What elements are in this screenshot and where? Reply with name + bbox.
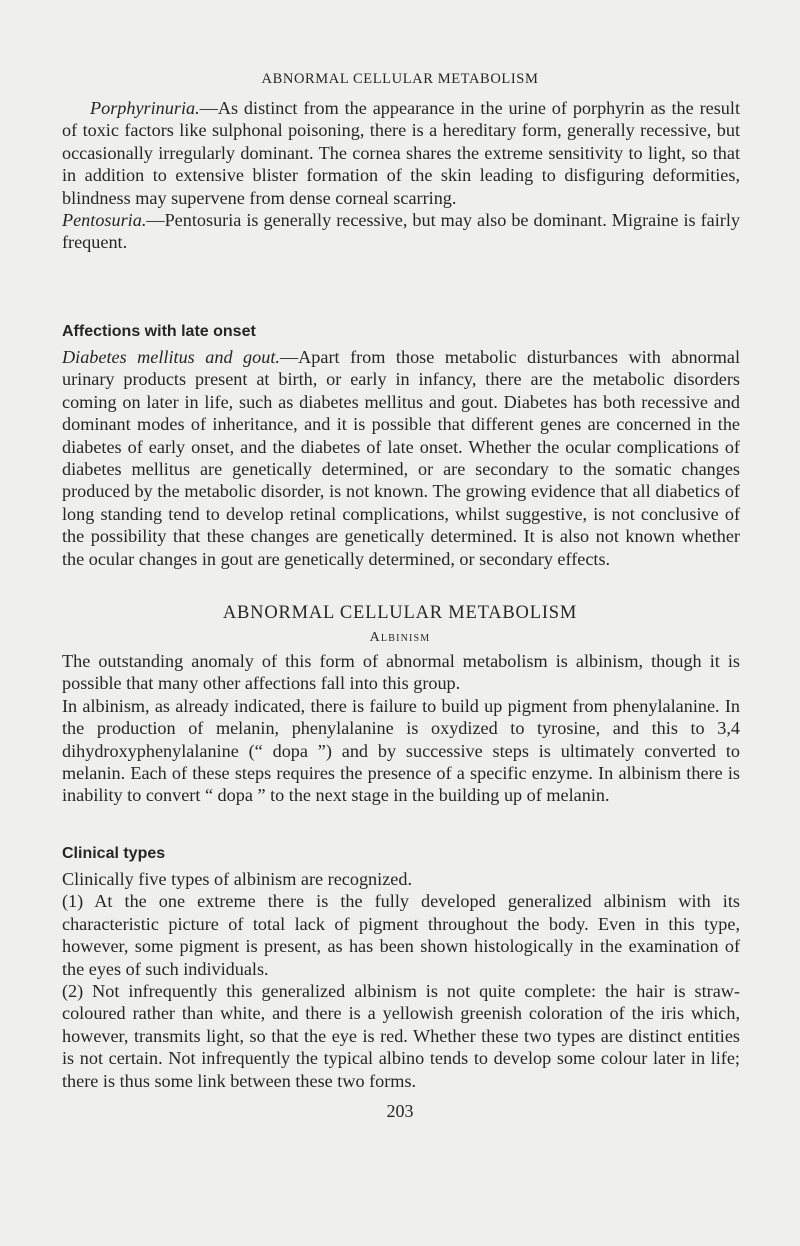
albinism-paragraph-2: In albinism, as already indicated, there is failure to build up pigment from phenylalanine. In the production of melanin, phenylalanine is oxydized to tyrosine, and this to 3,4 dihydroxyphenylalanine (“ dopa ”) and by successive steps is ultimately converted to melanin. Each of these steps requires the presence of a specific enzyme. In albinism there is inability to convert “ dopa ” to the next stage in the building up of melanin. [62, 695, 740, 806]
albinism-paragraph-1: The outstanding anomaly of this form of abnormal metabolism is albinism, though it is possible that many other affections fall into this group. [62, 651, 740, 694]
porphyrinuria-heading: Porphyrinuria. [90, 98, 200, 118]
running-head: ABNORMAL CELLULAR METABOLISM [261, 71, 539, 87]
clinical-type-2: (2) Not infrequently this generalized albinism is not quite complete: the hair is straw-coloured rather than white, and there is a yellowish greenish coloration of the iris which, however, transmits light, so that the eye is red. Whether these two types are distinct entities is not certain. Not infrequently the typical albino tends to develop some colour later in life; there is thus some link between these two forms. [62, 981, 740, 1091]
late-onset-heading: Affections with late onset [62, 323, 256, 340]
late-onset-section [62, 346, 740, 570]
section-subtitle: Albinism [369, 630, 431, 645]
pentosuria-paragraph [62, 209, 740, 254]
pentosuria-heading: Pentosuria. [62, 210, 147, 231]
pentosuria-text: —Pentosuria is generally recessive, but may also be dominant. Migraine is fairly frequent. [62, 210, 740, 253]
diabetes-paragraph [62, 346, 740, 570]
diabetes-text: —Apart from those metabolic disturbances with abnormal urinary products present at birth, or early in infancy, there are the metabolic disorders coming on later in life, such as diabetes mellitus and gout. Diabetes has both recessive and dominant modes of inheritance, and it is possible that different genes are concerned in the diabetes of early onset, and the diabetes of late onset. Whether the ocular complications of diabetes mellitus are genetically determined, or are secondary to the somatic changes produced by the metabolic disorder, is not known. The growing evidence that all diabetics of long standing tend to develop retinal complications, whilst suggestive, is not conclusive of the possibility that these changes are genetically determined. It is also not known whether the ocular changes in gout are genetically determined, or secondary effects. [62, 347, 741, 569]
section-title: ABNORMAL CELLULAR METABOLISM [222, 603, 578, 623]
clinical-types-section [62, 868, 740, 1092]
albinism-section [62, 650, 740, 807]
page-number: 203 [386, 1101, 414, 1121]
clinical-type-1: (1) At the one extreme there is the fully developed generalized albinism with its characteristic picture of total lack of pigment throughout the body. Even in this type, however, some pigment is present, as has been shown histologically in the examination of the eyes of such individuals. [62, 891, 740, 979]
porphyrinuria-text: —As distinct from the appearance in the urine of porphyrin as the result of toxic factors like sulphonal poisoning, there is a hereditary form, generally recessive, but occasionally irregularly dominant. The cornea shares the extreme sensitivity to light, so that in addition to extensive blister formation of the skin leading to disfiguring deformities, blindness may supervene from dense corneal scarring. [62, 98, 740, 208]
diabetes-run-in: Diabetes mellitus and gout. [62, 347, 280, 367]
clinical-intro: Clinically five types of albinism are recognized. [62, 869, 412, 889]
clinical-types-heading: Clinical types [62, 845, 166, 862]
porphyrinuria-section [62, 97, 740, 254]
porphyrinuria-paragraph [62, 97, 740, 209]
